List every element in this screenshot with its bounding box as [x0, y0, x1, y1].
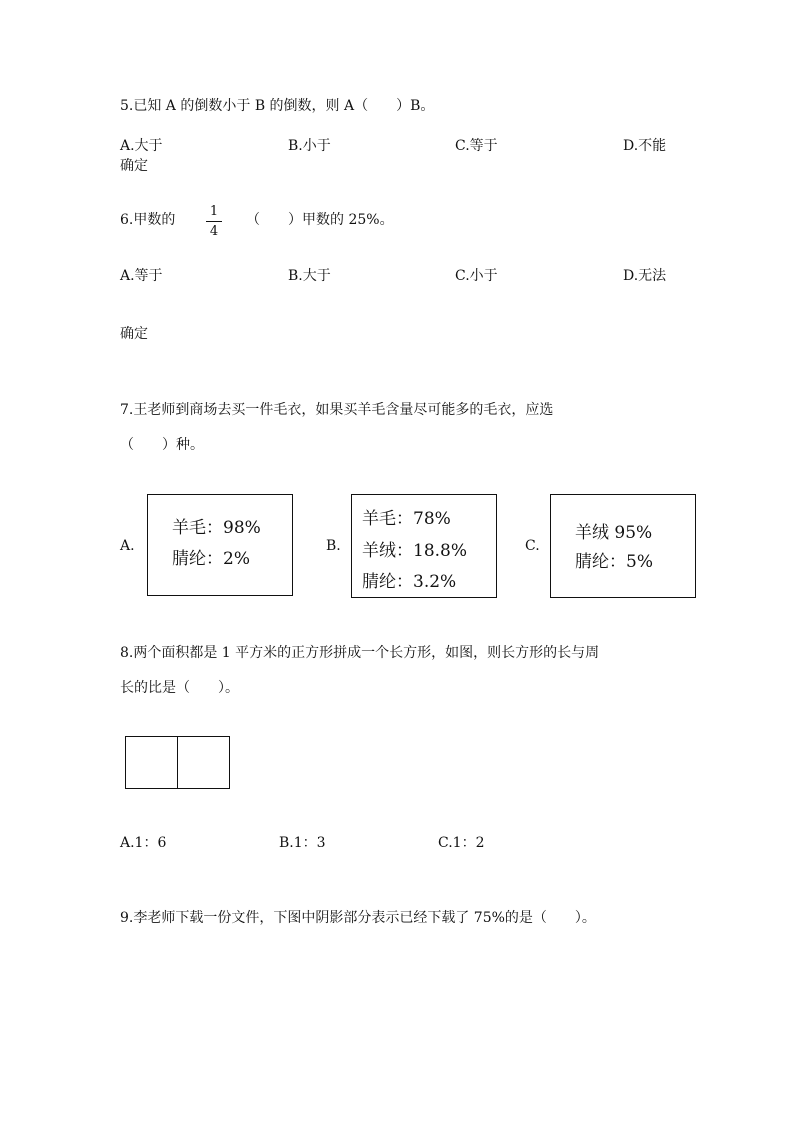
q6-fraction-denominator: 4: [209, 224, 219, 239]
q7-option-a-box: [147, 494, 293, 596]
q6-option-a: A.等于: [120, 268, 163, 284]
q8-square-divider: [177, 737, 178, 788]
q7-box-a-line: 羊毛：98%: [172, 518, 261, 538]
q8-stem-line1: 8.两个面积都是 1 平方米的正方形拼成一个长方形，如图，则长方形的长与周: [120, 645, 600, 661]
q6-option-d: D.无法: [623, 268, 667, 284]
q9-stem: 9.李老师下载一份文件，下图中阴影部分表示已经下载了 75%的是（ ）。: [120, 910, 596, 926]
q8-option-b: B.1：3: [279, 835, 326, 851]
q7-stem-line2: （ ）种。: [120, 437, 204, 453]
q5-option-a: A.大于: [120, 138, 163, 154]
q8-rectangle-figure: [125, 736, 230, 789]
q6-option-b: B.大于: [288, 268, 331, 284]
q7-option-c-label: C.: [525, 538, 540, 554]
q7-option-a-label: A.: [120, 538, 135, 554]
q5-stem: 5.已知 A 的倒数小于 B 的倒数，则 A（ ）B。: [120, 98, 435, 114]
q6-fraction-numerator: 1: [209, 204, 219, 219]
q5-option-b: B.小于: [288, 138, 331, 154]
q7-box-b-line: 腈纶：3.2%: [362, 572, 457, 592]
q8-stem-line2: 长的比是（ ）。: [120, 680, 239, 696]
q7-box-a-line: 腈纶：2%: [172, 549, 250, 569]
q8-option-a: A.1：6: [120, 835, 167, 851]
q7-option-b-label: B.: [326, 538, 341, 554]
q5-option-d: D.不能: [623, 138, 667, 154]
fraction-bar: [206, 221, 222, 222]
q6-option-d-wrap: 确定: [120, 326, 148, 342]
q6-suffix: （ ）甲数的 25%。: [246, 212, 394, 228]
q7-box-c-line: 腈纶：5%: [575, 552, 653, 572]
q7-box-b-line: 羊绒：18.8%: [362, 541, 468, 561]
q5-option-d-wrap: 确定: [120, 158, 148, 174]
q5-option-c: C.等于: [455, 138, 498, 154]
q7-stem-line1: 7.王老师到商场去买一件毛衣，如果买羊毛含量尽可能多的毛衣，应选: [120, 402, 554, 418]
q7-box-c-line: 羊绒 95%: [575, 523, 653, 543]
q8-option-c: C.1：2: [438, 835, 485, 851]
q7-box-b-line: 羊毛：78%: [362, 509, 451, 529]
q7-option-c-box: [550, 494, 696, 598]
q7-option-b-box: [351, 494, 497, 598]
q6-option-c: C.小于: [455, 268, 498, 284]
q6-prefix: 6.甲数的: [120, 212, 176, 228]
q6-fraction: [206, 204, 222, 239]
